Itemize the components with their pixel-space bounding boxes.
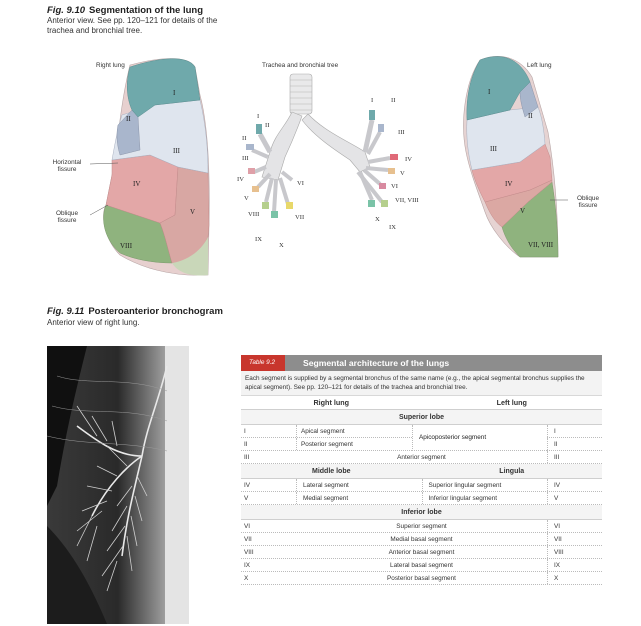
segmental-table	[241, 355, 602, 585]
fig-9-10-number: Fig. 9.10	[47, 5, 86, 16]
cell-right-num: II	[244, 440, 248, 448]
cell-left-num: II	[547, 438, 602, 450]
tree-right-label-VII: VII	[295, 214, 305, 221]
cell-right-num: III	[244, 453, 250, 461]
table-row	[241, 559, 602, 572]
cell-left-num: VI	[547, 520, 602, 532]
right-seg-label-II: II	[126, 115, 131, 123]
cell-left-num: VII	[547, 533, 602, 545]
tree-right-label-II-b: II	[265, 122, 270, 129]
col-header-right-lung: Right lung	[313, 398, 350, 407]
right-seg-label-I: I	[173, 89, 176, 97]
cell-segment-name: Anterior basal segment	[388, 548, 455, 556]
table-row	[241, 533, 602, 546]
cell-left-num: III	[547, 451, 602, 463]
left-lung-illustration	[440, 52, 570, 267]
fig-9-11-subtitle: Anterior view of right lung.	[47, 318, 140, 327]
table-row	[241, 438, 412, 451]
left-seg-label-I: I	[488, 88, 491, 96]
right-lung-label: Right lung	[96, 62, 125, 69]
table-row	[547, 438, 602, 451]
cell-right-segment: Posterior segment	[296, 438, 412, 450]
cell-right-segment: Apical segment	[296, 425, 412, 437]
section-inferior-lobe: Inferior lobe	[241, 505, 602, 520]
cell-left-segment: Superior lingular segment	[422, 479, 548, 491]
right-seg-label-VIII: VIII	[120, 242, 133, 250]
cell-left-num: IX	[547, 559, 602, 571]
cell-segment-name: Anterior segment	[397, 453, 446, 461]
tree-right-label-IX: IX	[255, 236, 262, 243]
tree-right-label-X: X	[279, 242, 284, 249]
left-seg-label-II: II	[528, 112, 533, 120]
table-row	[241, 520, 602, 533]
fig-9-11-title-line	[47, 306, 223, 317]
oblique-fissure-left-label: Oblique fissure	[576, 195, 600, 209]
left-seg-label-III: III	[490, 145, 497, 153]
cell-left-num: X	[547, 572, 602, 584]
left-seg-label-VII-VIII: VII, VIII	[528, 241, 554, 249]
tree-right-label-V: V	[244, 195, 249, 202]
fig-9-10-title: Segmentation of the lung	[89, 5, 204, 16]
tree-left-label-II: II	[391, 97, 396, 104]
table-column-header-row	[241, 396, 602, 410]
tree-left-label-IX: IX	[389, 224, 396, 231]
table-badge: Table 9.2	[241, 355, 285, 371]
col-header-left-lung: Left lung	[496, 398, 527, 407]
tree-left-label-IV: IV	[405, 156, 412, 163]
superior-rows-block	[241, 425, 602, 451]
cell-right-num: IV	[244, 481, 251, 489]
table-row	[241, 479, 602, 492]
cell-right-segment: Medial segment	[296, 492, 422, 504]
tree-left-label-VI: VI	[391, 183, 398, 190]
cell-segment-name: Posterior basal segment	[387, 574, 456, 582]
cell-left-num: VIII	[547, 546, 602, 558]
table-row	[241, 546, 602, 559]
oblique-fissure-right-label: Oblique fissure	[55, 210, 79, 224]
trachea-label: Trachea and bronchial tree	[262, 62, 339, 69]
right-seg-label-V: V	[190, 208, 196, 216]
right-seg-label-IV: IV	[133, 180, 141, 188]
cell-right-num: VII	[244, 535, 252, 543]
cell-right-num: I	[244, 427, 246, 435]
fig-9-11-title: Posteroanterior bronchogram	[88, 306, 223, 317]
table-row	[241, 451, 602, 464]
bronchogram-image	[47, 346, 189, 624]
cell-left-segment: Inferior lingular segment	[422, 492, 548, 504]
cell-apicoposterior-segment: Apicoposterior segment	[412, 425, 547, 451]
tree-right-label-IV: IV	[237, 176, 244, 183]
cell-right-num: VI	[244, 522, 251, 530]
fig-9-10-subtitle: Anterior view. See pp. 120–121 for details of the trachea and bronchial tree.	[47, 16, 218, 35]
tree-right-label-I: I	[257, 113, 260, 120]
right-seg-label-III: III	[173, 147, 180, 155]
tree-left-label-V: V	[400, 170, 405, 177]
fig-9-10-title-line	[47, 5, 203, 16]
left-main-bronchus	[302, 114, 370, 172]
table-caption: Each segment is supplied by a segmental bronchus of the same name (e.g., the apical segmental bronchus supplies the apical segment). See pp. 120–121 for details of the trachea and bronchial tree.	[241, 371, 602, 396]
horizontal-fissure-label: Horizontal fissure	[52, 159, 82, 173]
cell-right-num: X	[244, 574, 249, 582]
cell-left-num: V	[547, 492, 602, 504]
table-title: Segmental architecture of the lungs	[303, 358, 450, 368]
section-middle-lobe: Middle lobe	[312, 467, 351, 475]
tree-left-label-X: X	[375, 216, 380, 223]
table-row	[241, 572, 602, 585]
tree-right-label-II-a: II	[242, 135, 247, 142]
cell-segment-name: Superior segment	[396, 522, 447, 530]
fig-9-11-number: Fig. 9.11	[47, 306, 85, 317]
table-row	[241, 425, 412, 438]
section-superior-lobe: Superior lobe	[241, 410, 602, 425]
table-row	[547, 425, 602, 438]
cell-right-num: IX	[244, 561, 251, 569]
cell-left-num: IV	[547, 479, 602, 491]
tree-left-label-VII-VIII: VII, VIII	[395, 197, 419, 204]
cell-right-num: VIII	[244, 548, 254, 556]
table-row	[241, 492, 602, 505]
tree-left-label-I: I	[371, 97, 374, 104]
left-lung-label: Left lung	[527, 62, 552, 69]
cell-segment-name: Medial basal segment	[390, 535, 453, 543]
tree-right-label-VIII: VIII	[248, 211, 260, 218]
cell-right-segment: Lateral segment	[296, 479, 422, 491]
tree-right-label-VI: VI	[297, 180, 304, 187]
left-seg-label-V: V	[520, 207, 526, 215]
tree-right-label-III: III	[242, 155, 249, 162]
section-lingula: Lingula	[499, 467, 525, 475]
table-header-bar	[241, 355, 602, 371]
cell-left-num: I	[547, 425, 602, 437]
section-middle-lingula	[241, 464, 602, 479]
cell-segment-name: Lateral basal segment	[390, 561, 453, 569]
cell-right-num: V	[244, 494, 249, 502]
left-seg-label-IV: IV	[505, 180, 513, 188]
tree-left-label-III: III	[398, 129, 405, 136]
